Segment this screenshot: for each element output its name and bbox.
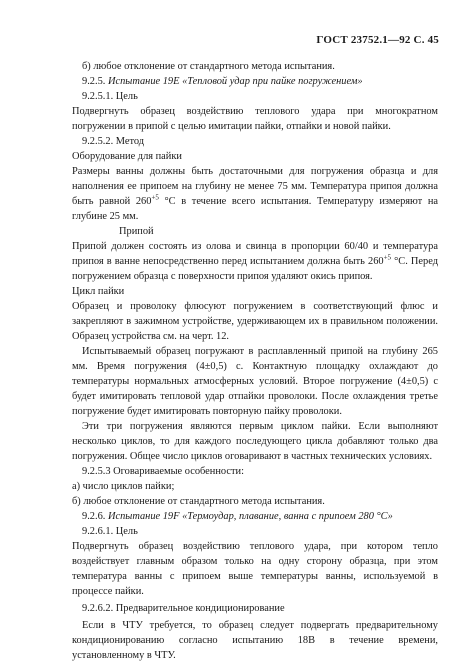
subsection-goal-heading: 9.2.5.1. Цель xyxy=(82,91,138,102)
subsection-goal-heading-2: 9.2.6.1. Цель xyxy=(82,526,138,537)
preconditioning-paragraph: Если в ЧТУ требуется, то образец следует подвергать предварительному кондиционированию согласно испытанию 18В в течение времени, установленному в ЧТУ. xyxy=(72,620,438,661)
solder-text-2: °С. Перед погружением образца с поверхности припоя удаляют окись припоя. xyxy=(72,256,438,282)
solder-paragraph xyxy=(72,239,438,284)
preconditioning-heading: 9.2.6.2. Предварительное кондиционирование xyxy=(82,603,285,614)
item-b: б) любое отклонение от стандартного метода испытания. xyxy=(82,61,335,72)
bath-text-2: °С в течение всего испытания. Температуру измеряют на глубине 25 мм. xyxy=(72,196,439,222)
goal-paragraph: Подвергнуть образец воздействию теплового удара при многократном погружении в припой с целью имитации пайки, отпайки и новой пайки. xyxy=(72,106,438,132)
solder-heading: Припой xyxy=(119,226,154,237)
section-number-2: 9.2.6. xyxy=(82,511,106,522)
cycle-paragraph: Эти три погружения являются первым циклом пайки. Если выполняют несколько циклов, то для каждого последующего цикла добавляют только два погружения. Общее число циклов оговаривают в частных технических условиях. xyxy=(72,421,438,462)
document-body xyxy=(72,59,438,663)
immersion-paragraph: Испытываемый образец погружают в расплавленный припой на глубину 265 мм. Время погружения (4±0,5) с. Контактную площадку охлаждают до температуры нормальных атмосферных условий. Второе погружение (4±0,5) с будет имитировать тепловой удар отпайки проволоки. После охлаждения третье погружение будет имитировать повторную пайку проволоки. xyxy=(72,346,438,417)
page-header: ГОСТ 23752.1—92 С. 45 xyxy=(316,34,439,46)
bath-text-1: Размеры ванны должны быть достаточными для погружения образца и для наполнения ее припоем на глубину не менее 75 мм. Температура припоя должна быть равной 260 xyxy=(72,166,438,207)
section-9-2-6-heading xyxy=(72,509,438,524)
section-title: Испытание 19Е «Тепловой удар при пайке погружением» xyxy=(108,76,363,87)
solder-text-1: Припой должен состоять из олова и свинца в пропорции 60/40 и температура припоя в ванне непосредственно перед испытанием должна быть 260 xyxy=(72,241,438,267)
section-title-2: Испытание 19F «Термоудар, плавание, ванна с припоем 280 °С» xyxy=(108,511,393,522)
cycle-heading: Цикл пайки xyxy=(72,286,125,297)
tolerance-superscript: +5 xyxy=(151,193,159,202)
goal-paragraph-2: Подвергнуть образец воздействию теплового удара, при котором тепло воздействует главным образом только на одну сторону образца, при этом температура ванны с припоем выше температуры ванны, используемой в процессе пайки. xyxy=(72,541,438,597)
item-a: а) число циклов пайки; xyxy=(72,481,175,492)
bath-paragraph xyxy=(72,164,438,224)
subsection-method-heading: 9.2.5.2. Метод xyxy=(82,136,145,147)
tolerance-superscript-2: +5 xyxy=(383,253,392,262)
section-number: 9.2.5. xyxy=(82,76,106,87)
item-b-2: б) любое отклонение от стандартного метода испытания. xyxy=(72,496,325,507)
equipment-heading: Оборудование для пайки xyxy=(72,151,182,162)
specifics-heading: 9.2.5.3 Оговариваемые особенности: xyxy=(82,466,244,477)
flux-paragraph: Образец и проволоку флюсуют погружением в соответствующий флюс и закрепляют в зажимном устройстве, удерживающем их в правильном положении. Образец устройства см. на черт. 12. xyxy=(72,301,438,342)
section-9-2-5-heading xyxy=(72,74,438,89)
